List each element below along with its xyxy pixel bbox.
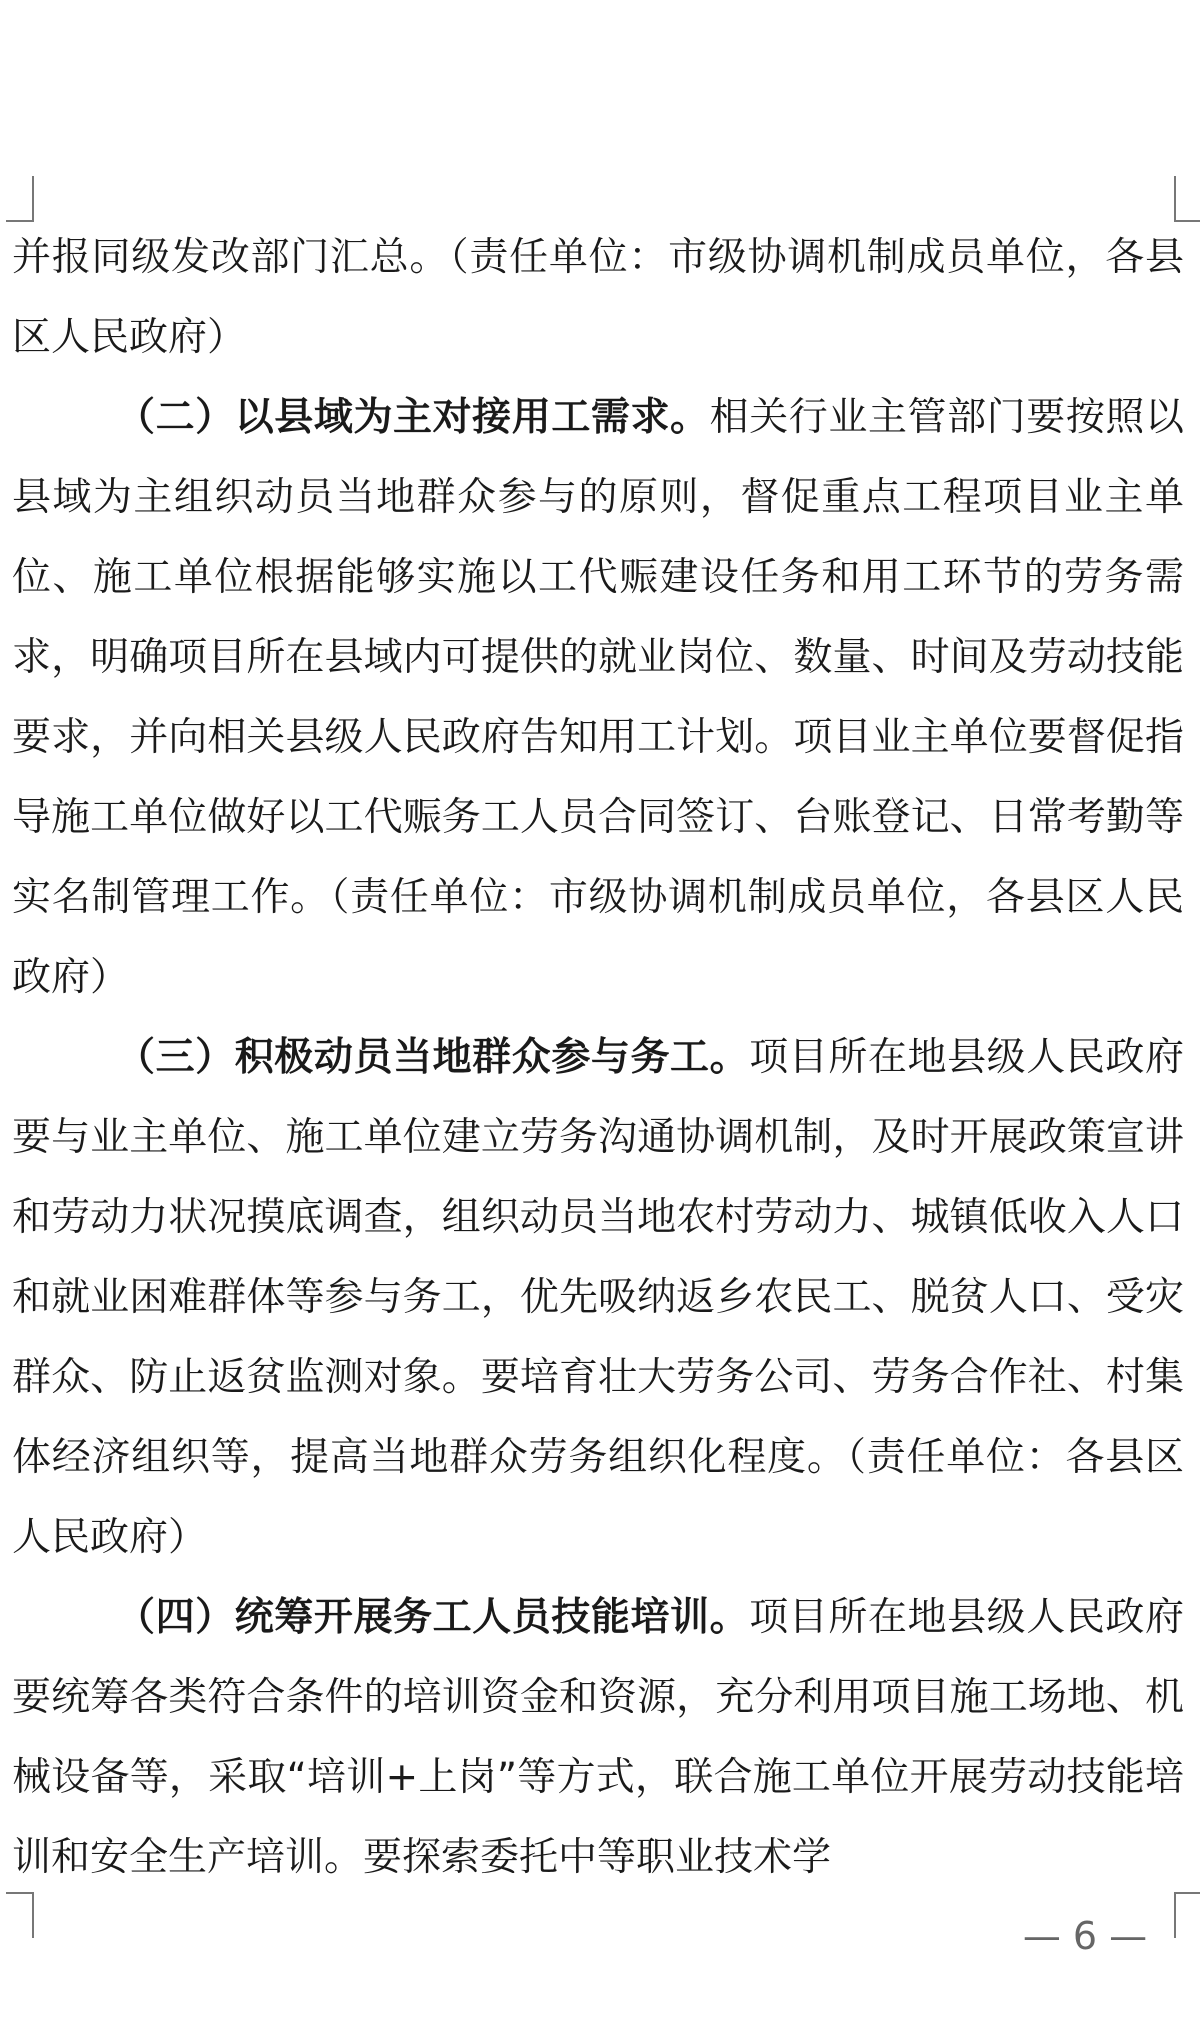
section-heading-4: （四）统筹开展务工人员技能培训。 (116, 1595, 750, 1640)
crop-mark-bottom-right (1174, 1892, 1200, 1938)
paragraph-continued (12, 218, 1184, 378)
crop-mark-top-left (6, 176, 34, 222)
paragraph-text: 项目所在地县级人民政府要与业主单位、施工单位建立劳务沟通协调机制，及时开展政策宣讲和劳动力状况摸底调查，组织动员当地农村劳动力、城镇低收入人口和就业困难群体等参与务工，优先吸纳返乡农民工、脱贫人口、受灾群众、防止返贫监测对象。要培育壮大劳务公司、劳务合作社、村集体经济组织等，提高当地群众劳务组织化程度。（责任单位：各县区人民政府） (12, 1035, 1184, 1560)
paragraph-text: 项目所在地县级人民政府要统筹各类符合条件的培训资金和资源，充分利用项目施工场地、机械设备等，采取“培训+上岗”等方式，联合施工单位开展劳动技能培训和安全生产培训。要探索委托中等职业技术学 (12, 1595, 1184, 1880)
paragraph-section-2 (12, 378, 1184, 1018)
crop-mark-top-right (1174, 176, 1200, 222)
section-heading-2: （二）以县域为主对接用工需求。 (116, 395, 710, 440)
document-body (12, 218, 1184, 1898)
page-number: — 6 — (1022, 1914, 1148, 1958)
paragraph-text: 并报同级发改部门汇总。（责任单位：市级协调机制成员单位，各县区人民政府） (12, 235, 1184, 360)
paragraph-section-3 (12, 1018, 1184, 1578)
paragraph-section-4 (12, 1578, 1184, 1898)
section-heading-3: （三）积极动员当地群众参与务工。 (116, 1035, 750, 1080)
paragraph-text: 相关行业主管部门要按照以县域为主组织动员当地群众参与的原则，督促重点工程项目业主单位、施工单位根据能够实施以工代赈建设任务和用工环节的劳务需求，明确项目所在县域内可提供的就业岗位、数量、时间及劳动技能要求，并向相关县级人民政府告知用工计划。项目业主单位要督促指导施工单位做好以工代赈务工人员合同签订、台账登记、日常考勤等实名制管理工作。（责任单位：市级协调机制成员单位，各县区人民政府） (12, 395, 1184, 1000)
crop-mark-bottom-left (6, 1892, 34, 1938)
